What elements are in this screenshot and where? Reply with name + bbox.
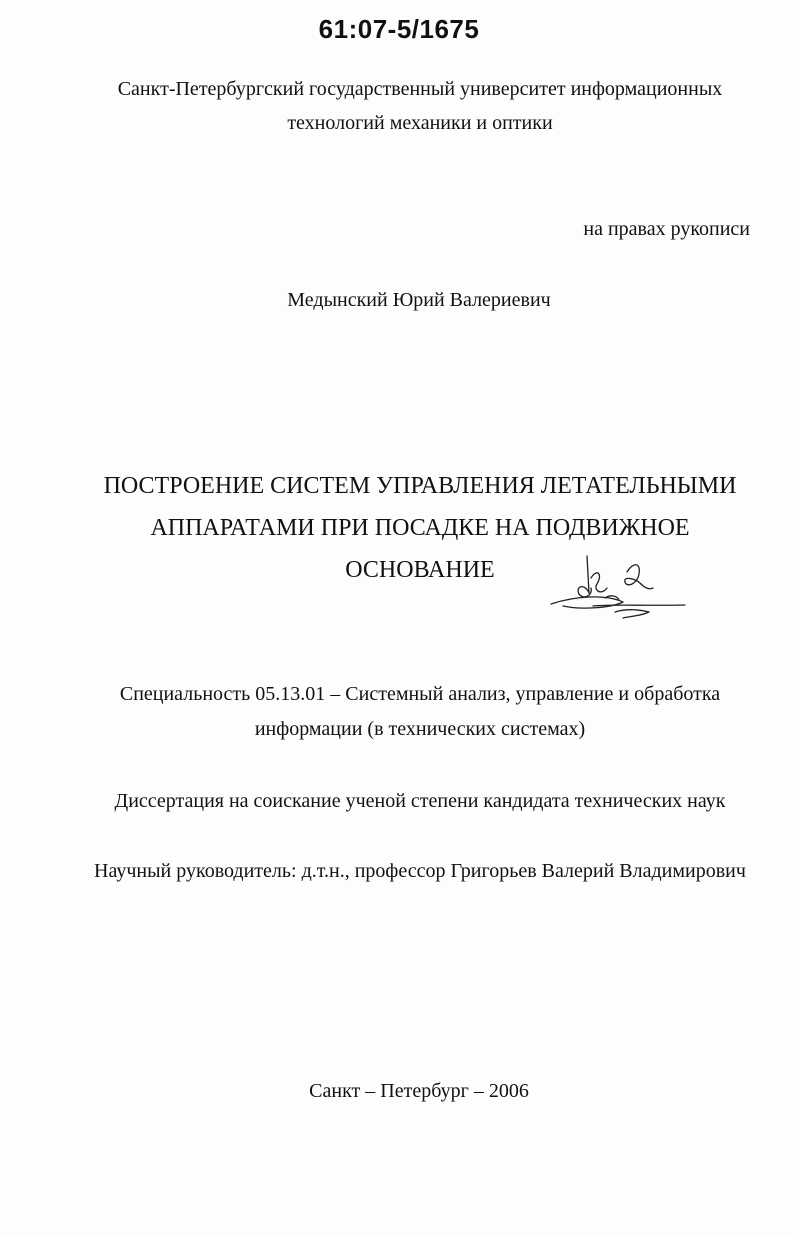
university-line-2: технологий механики и оптики [287, 112, 553, 134]
title-line-3: ОСНОВАНИЕ [345, 557, 495, 583]
manuscript-note: на правах рукописи [583, 218, 750, 240]
specialty-line-1: Специальность 05.13.01 – Системный анализ, управление и обработка [119, 683, 721, 705]
university-line-1: Санкт-Петербургский государственный университет информационных [117, 78, 723, 100]
title-line-2: АППАРАТАМИ ПРИ ПОСАДКЕ НА ПОДВИЖНОЕ [150, 515, 690, 541]
title-line-1: ПОСТРОЕНИЕ СИСТЕМ УПРАВЛЕНИЯ ЛЕТАТЕЛЬНЫМИ [103, 473, 737, 499]
degree-statement: Диссертация на соискание ученой степени кандидата технических наук [114, 790, 726, 812]
supervisor: Научный руководитель: д.т.н., профессор Григорьев Валерий Владимирович [94, 860, 746, 882]
specialty [60, 677, 780, 747]
catalog-number: 61:07-5/1675 [318, 14, 480, 44]
signature-icon [545, 548, 690, 628]
university-name [60, 72, 780, 140]
author-name: Медынский Юрий Валериевич [287, 289, 551, 311]
city-year: Санкт – Петербург – 2006 [309, 1080, 529, 1102]
specialty-line-2: информации (в технических системах) [254, 718, 586, 740]
